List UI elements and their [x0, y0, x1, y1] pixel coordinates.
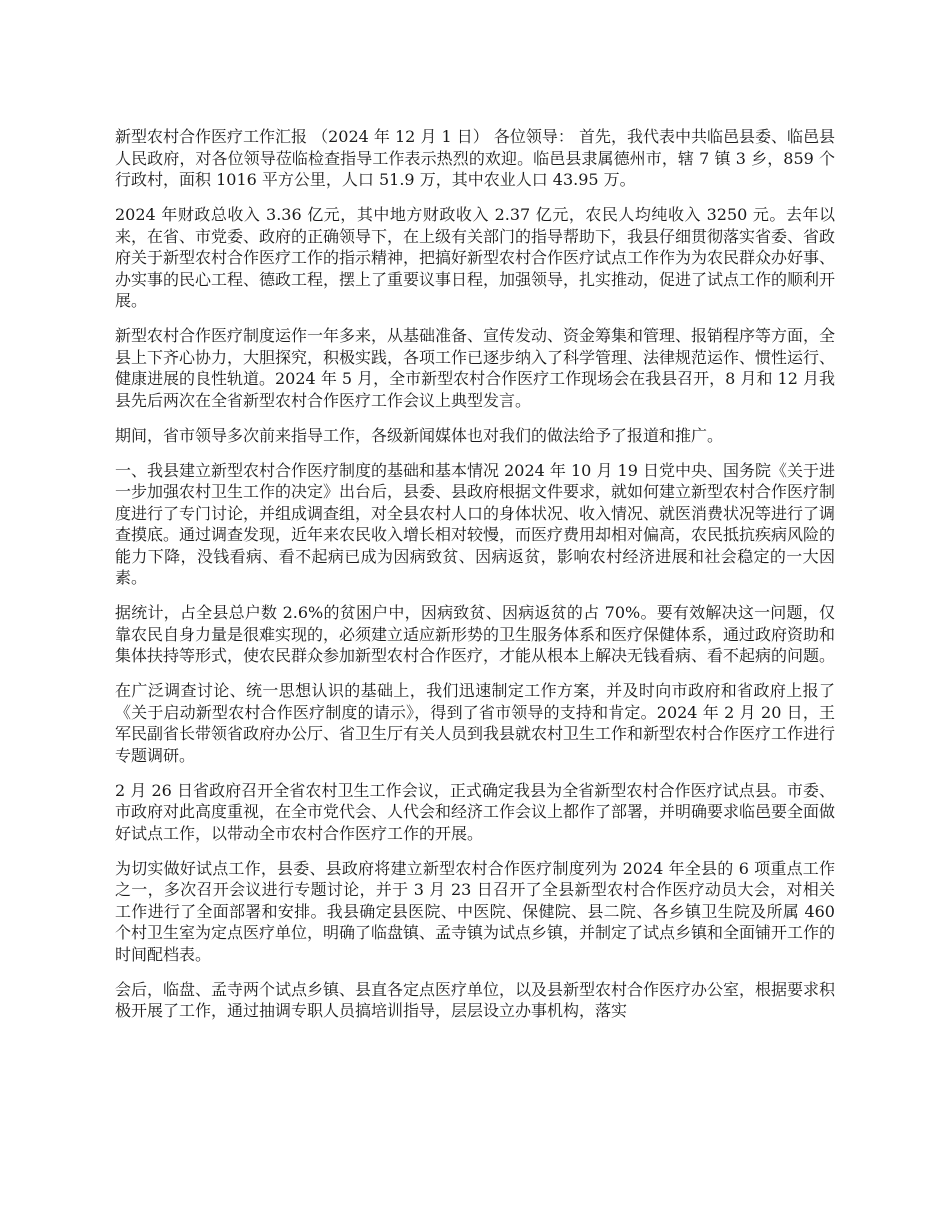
- paragraph-1: 新型农村合作医疗工作汇报 （2024 年 12 月 1 日） 各位领导： 首先，我代表中共临邑县委、临邑县人民政府，对各位领导莅临检查指导工作表示热烈的欢迎。临邑县隶属德州市，辖 7 镇 3 乡，859 个行政村，面积 1016 平方公里，人口 51.9 万，其中农业人口 43.95 万。: [115, 127, 835, 189]
- paragraph-5: 一、我县建立新型农村合作医疗制度的基础和基本情况 2024 年 10 月 19 日党中央、国务院《关于进一步加强农村卫生工作的决定》出台后，县委、县政府根据文件要求，就如何建立新型农村合作医疗制度进行了专门讨论，并组成调查组，对全县农村人口的身体状况、收入情况、就医消费状况等进行了调查摸底。通过调查发现，近年来农民收入增长相对较慢，而医疗费用却相对偏高，农民抵抗疾病风险的能力下降，没钱看病、看不起病已成为因病致贫、因病返贫，影响农村经济进展和社会稳定的一大因素。: [115, 460, 836, 587]
- document-body: [115, 126, 835, 1035]
- paragraph-10: 会后，临盘、孟寺两个试点乡镇、县直各定点医疗单位，以及县新型农村合作医疗办公室，根据要求积极开展了工作，通过抽调专职人员搞培训指导，层层设立办事机构，落实: [115, 979, 836, 1020]
- paragraph-3: 新型农村合作医疗制度运作一年多来，从基础准备、宣传发动、资金筹集和管理、报销程序等方面，全县上下齐心协力，大胆探究，积极实践，各项工作已逐步纳入了科学管理、法律规范运作、惯性运行、健康进展的良性轨道。2024 年 5 月，全市新型农村合作医疗工作现场会在我县召开，8 月和 12 月我县先后两次在全省新型农村合作医疗工作会议上典型发言。: [115, 326, 836, 410]
- paragraph-7: 在广泛调查讨论、统一思想认识的基础上，我们迅速制定工作方案，并及时向市政府和省政府上报了《关于启动新型农村合作医疗制度的请示》，得到了省市领导的支持和肯定。2024 年 2 月 20 日，王军民副省长带领省政府办公厅、省卫生厅有关人员到我县就农村卫生工作和新型农村合作医疗工作进行专题调研。: [115, 681, 836, 765]
- paragraph-6: 据统计，占全县总户数 2.6%的贫困户中，因病致贫、因病返贫的占 70%。要有效解决这一问题，仅靠农民自身力量是很难实现的，必须建立适应新形势的卫生服务体系和医疗保健体系，通过政府资助和集体扶持等形式，使农民群众参加新型农村合作医疗，才能从根本上解决无钱看病、看不起病的问题。: [115, 603, 836, 665]
- paragraph-8: 2 月 26 日省政府召开全省农村卫生工作会议，正式确定我县为全省新型农村合作医疗试点县。市委、市政府对此高度重视，在全市党代会、人代会和经济工作会议上都作了部署，并明确要求临邑要全面做好试点工作，以带动全市农村合作医疗工作的开展。: [115, 780, 836, 843]
- paragraph-2: 2024 年财政总收入 3.36 亿元，其中地方财政收入 2.37 亿元，农民人均纯收入 3250 元。去年以来，在省、市党委、政府的正确领导下，在上级有关部门的指导帮助下，我县仔细贯彻落实省委、省政府关于新型农村合作医疗工作的指示精神，把搞好新型农村合作医疗试点工作作为为农民群众办好事、办实事的民心工程、德政工程，摆上了重要议事日程，加强领导，扎实推动，促进了试点工作的顺利开展。: [115, 205, 836, 310]
- paragraph-4: 期间，省市领导多次前来指导工作，各级新闻媒体也对我们的做法给予了报道和推广。: [115, 425, 724, 445]
- paragraph-9: 为切实做好试点工作，县委、县政府将建立新型农村合作医疗制度列为 2024 年全县的 6 项重点工作之一，多次召开会议进行专题讨论，并于 3 月 23 日召开了全县新型农村合作医疗动员大会，对相关工作进行了全面部署和安排。我县确定县医院、中医院、保健院、县二院、各乡镇卫生院及所属 460 个村卫生室为定点医疗单位，明确了临盘镇、孟寺镇为试点乡镇，并制定了试点乡镇和全面铺开工作的时间配档表。: [115, 858, 836, 964]
